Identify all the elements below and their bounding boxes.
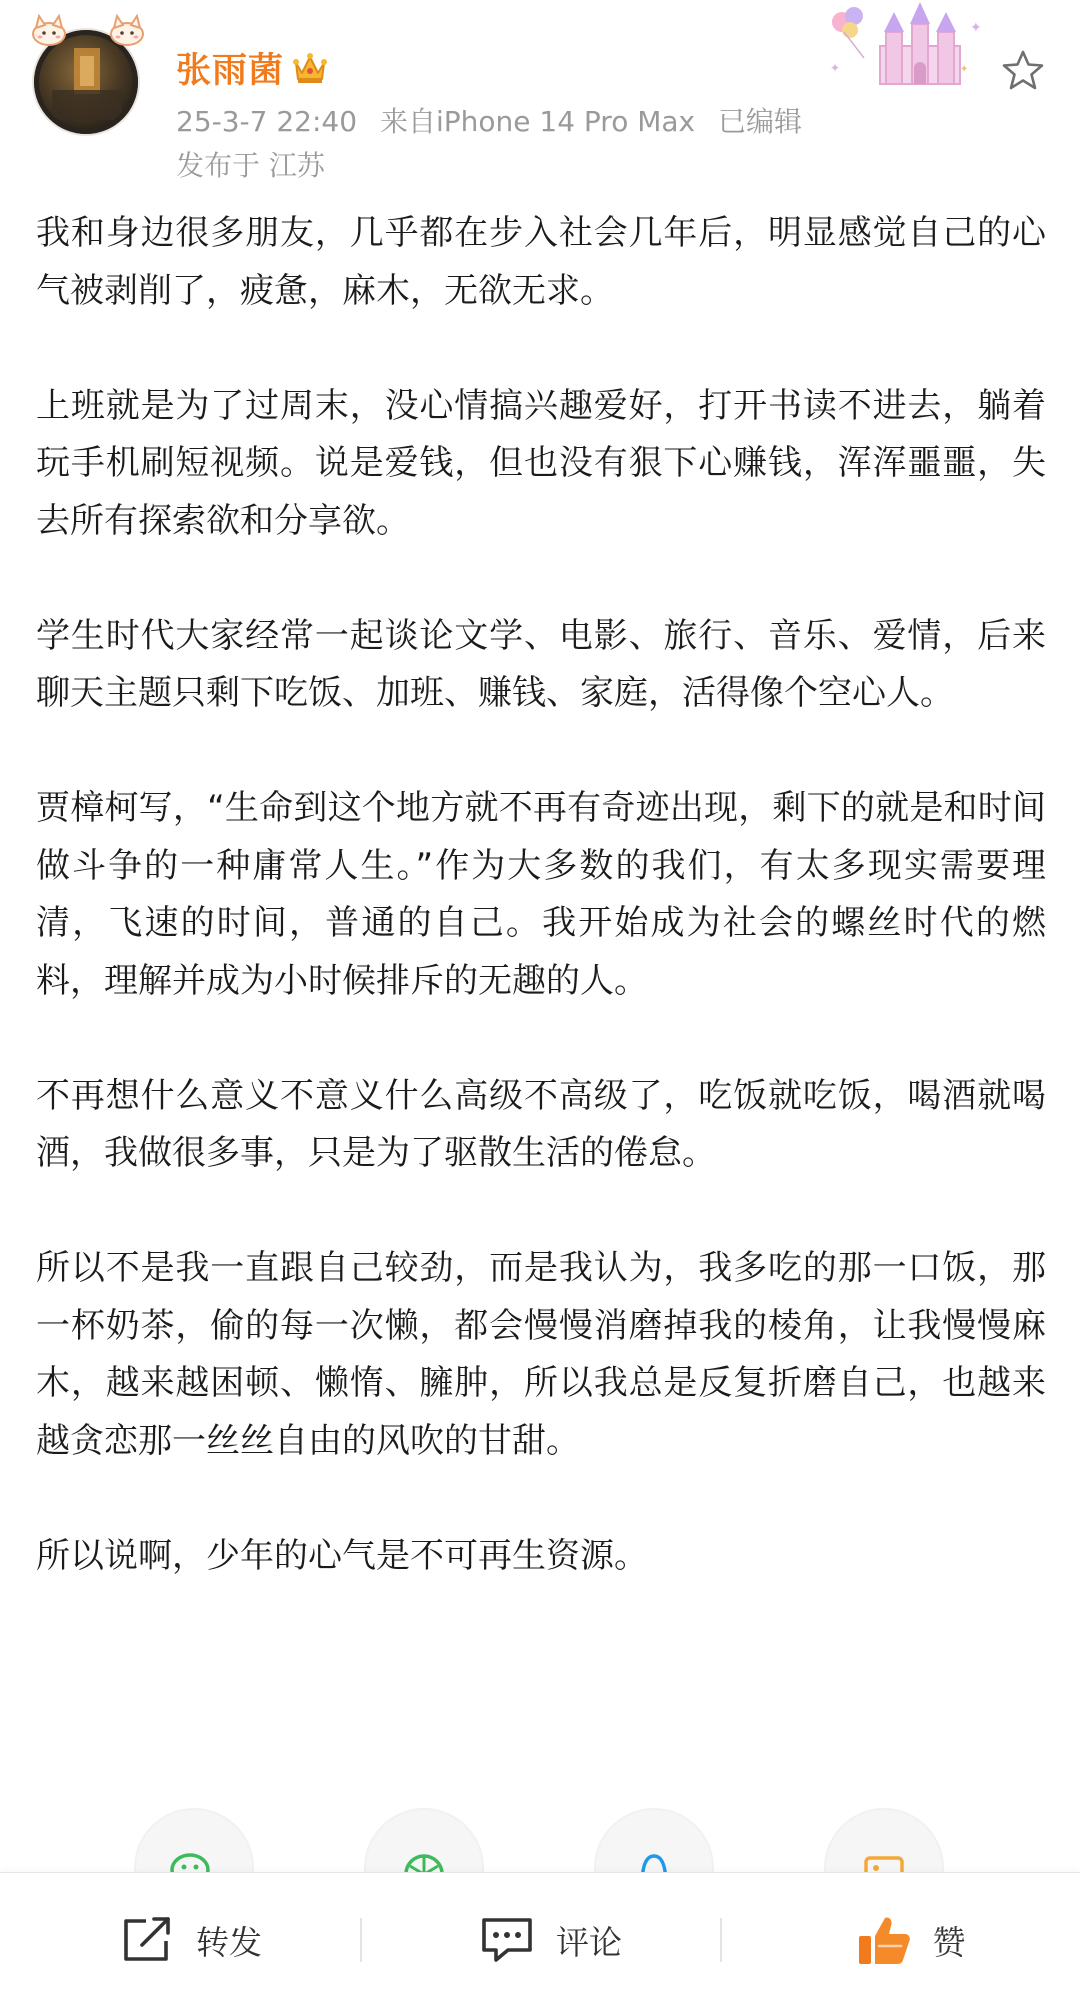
post-meta [176, 100, 816, 140]
repost-label: 转发 [196, 1922, 262, 1962]
svg-text:✦: ✦ [830, 61, 841, 75]
post-paragraph: 学生时代大家经常一起谈论文学、电影、旅行、音乐、爱情，后来聊天主题只剩下吃饭、加班、赚钱、家庭，活得像个空心人。 [36, 615, 1046, 713]
repost-icon [118, 1915, 176, 1965]
post-paragraph: 贾樟柯写，“生命到这个地方就不再有奇迹出现，剩下的就是和时间做斗争的一种庸常人生。”作为大多数的我们，有太多现实需要理清，飞速的时间，普通的自己。我开始成为社会的螺丝时代的燃料，理解并成为小时候排斥的无趣的人。 [36, 788, 1046, 1001]
like-label: 赞 [932, 1922, 966, 1962]
repost-button[interactable] [60, 1873, 320, 2007]
post-header [0, 0, 1080, 180]
cat-decoration-icon [30, 14, 68, 46]
like-button[interactable] [780, 1873, 1040, 2007]
post-paragraph: 所以不是我一直跟自己较劲，而是我认为，我多吃的那一口饭，那一杯奶茶，偷的每一次懒，都会慢慢消磨掉我的棱角，让我慢慢麻木，越来越困顿、懒惰、臃肿，所以我总是反复折磨自己，也越来越贪恋那一丝丝自由的风吹的甘甜。 [36, 1248, 1046, 1461]
castle-decoration-icon [820, 2, 990, 92]
action-bar [0, 1872, 1080, 2007]
author-name[interactable]: 张雨菌 [176, 51, 285, 91]
thumbs-up-icon [855, 1912, 913, 1968]
crown-icon[interactable] [292, 51, 328, 85]
post-timestamp: 25-3-7 22:40 [176, 105, 358, 138]
avatar[interactable] [34, 30, 142, 138]
post-paragraph: 所以说啊，少年的心气是不可再生资源。 [36, 1535, 648, 1576]
post-paragraph: 上班就是为了过周末，没心情搞兴趣爱好，打开书读不进去，躺着玩手机刷短视频。说是爱钱，但也没有狠下心赚钱，浑浑噩噩，失去所有探索欲和分享欲。 [36, 385, 1046, 541]
divider [720, 1918, 722, 1962]
share-targets-row [0, 1808, 1080, 1872]
post-source: 来自iPhone 14 Pro Max [379, 105, 696, 138]
post-body [36, 205, 1046, 1585]
post-paragraph: 不再想什么意义不意义什么高级不高级了，吃饭就吃饭，喝酒就喝酒，我做很多事，只是为了驱散生活的倦怠。 [36, 1075, 1046, 1173]
svg-text:✦: ✦ [970, 20, 982, 36]
favorite-star-icon[interactable] [1000, 48, 1046, 94]
divider [360, 1918, 362, 1962]
post-location: 发布于 江苏 [176, 149, 325, 182]
cat-decoration-icon [108, 14, 146, 46]
comment-label: 评论 [556, 1922, 622, 1962]
comment-button[interactable] [420, 1873, 680, 2007]
comment-icon [478, 1914, 536, 1966]
author-row [176, 40, 328, 96]
post-edited-label[interactable]: 已编辑 [718, 105, 803, 138]
post-paragraph: 我和身边很多朋友，几乎都在步入社会几年后，明显感觉自己的心气被剥削了，疲惫，麻木，无欲无求。 [36, 213, 1046, 311]
svg-text:✦: ✦ [960, 64, 969, 75]
